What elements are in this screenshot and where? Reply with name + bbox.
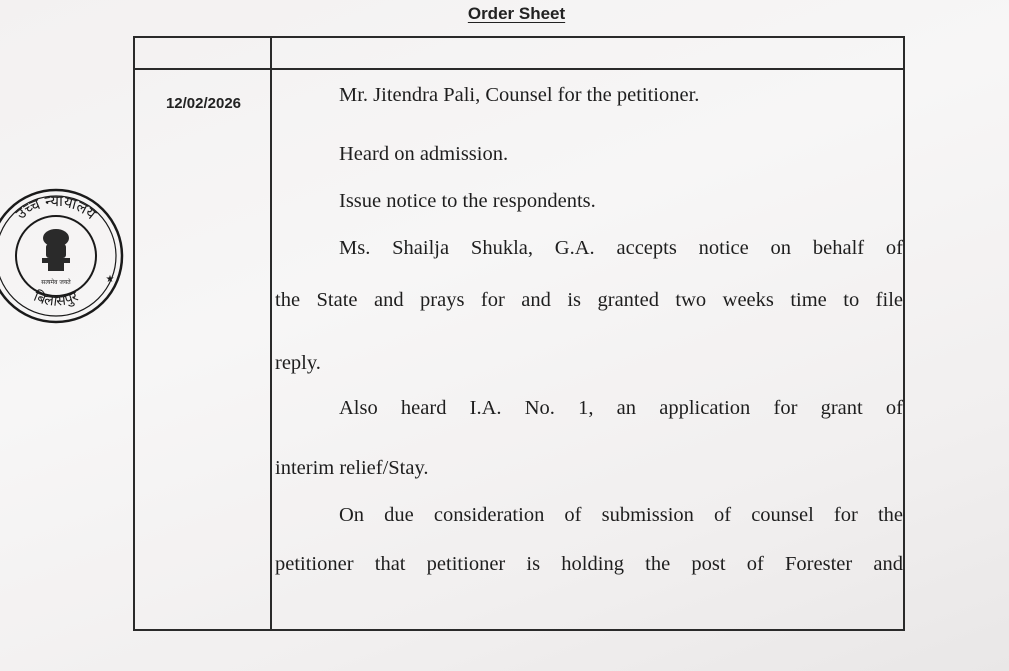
- court-seal: [0, 184, 136, 334]
- header-row-divider: [135, 68, 903, 70]
- order-line: On due consideration of submission of counsel for the: [339, 504, 903, 526]
- order-line: Ms. Shailja Shukla, G.A. accepts notice on behalf of: [339, 237, 903, 259]
- order-date: 12/02/2026: [165, 95, 242, 112]
- emblem-icon: [42, 229, 70, 271]
- order-line: Also heard I.A. No. 1, an application for grant of: [339, 397, 903, 419]
- column-divider: [270, 38, 272, 629]
- order-line: interim relief/Stay.: [275, 457, 429, 479]
- order-line: Heard on admission.: [339, 143, 509, 165]
- order-line: petitioner that petitioner is holding the post of Forester and: [275, 553, 903, 575]
- order-line: the State and prays for and is granted two weeks time to file: [275, 289, 903, 311]
- order-table: [133, 36, 905, 631]
- seal-motto: सत्यमेव जयते: [41, 279, 71, 286]
- order-line: reply.: [275, 352, 321, 374]
- order-line: Mr. Jitendra Pali, Counsel for the petitioner.: [339, 84, 700, 106]
- page-title: Order Sheet: [467, 4, 566, 23]
- order-line: Issue notice to the respondents.: [339, 190, 596, 212]
- seal-top-text: उच्च न्यायालय: [12, 191, 100, 224]
- star-icon: ★: [105, 274, 115, 285]
- seal-bottom-text: बिलासपुर: [31, 288, 81, 310]
